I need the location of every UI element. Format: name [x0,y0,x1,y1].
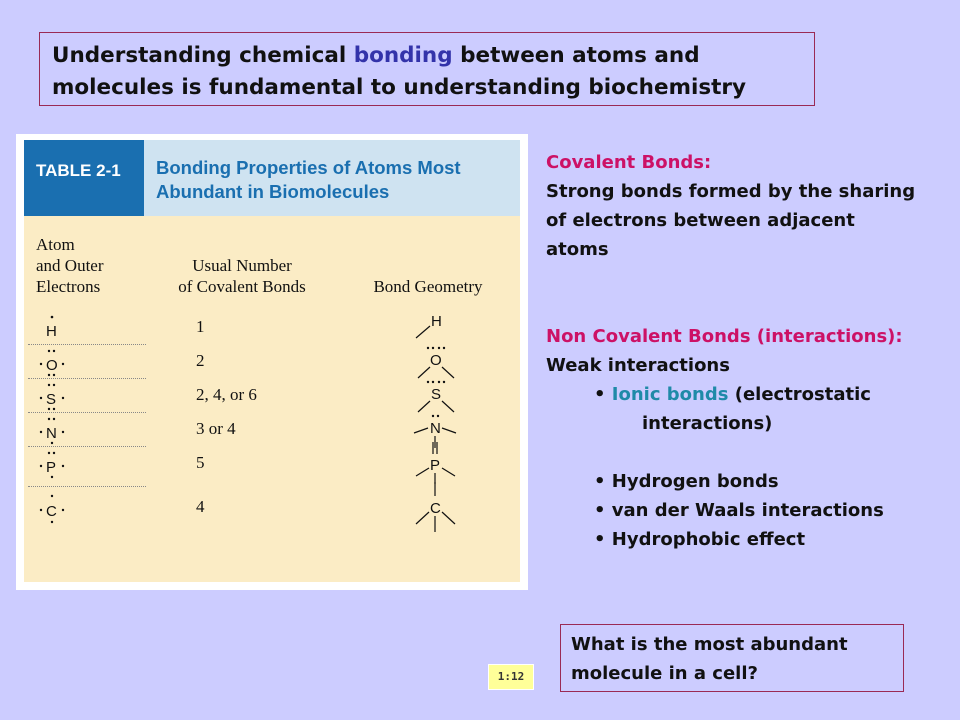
covalent-heading: Covalent Bonds: [546,152,712,173]
table-row [28,486,516,520]
svg-text:P: P [46,459,57,476]
covalent-bond-count: 1 [196,317,205,336]
column-header-geometry: Bond Geometry [373,277,483,296]
table-row [28,446,516,480]
atom-symbol [36,344,76,378]
list-item: • Hydrophobic effect [594,529,806,550]
svg-text:S: S [46,391,57,408]
atom-symbol [36,412,76,446]
title-line-1: Understanding chemical bonding between atoms and [52,43,700,68]
noncovalent-heading: Non Covalent Bonds (interactions): [546,326,903,347]
column-header-atom: Atom and Outer Electrons [36,235,104,296]
covalent-bond-count: 2 [196,351,205,370]
svg-text:O: O [430,352,442,369]
svg-text:S: S [431,386,442,403]
bonding-table [24,140,520,582]
covalent-bond-count: 5 [196,453,205,472]
svg-text:C: C [46,503,57,520]
table-header [24,140,520,216]
svg-text:H: H [46,323,57,340]
atom-symbol [36,486,76,520]
question-box: What is the most abundant molecule in a cell? [560,624,904,692]
svg-text:P: P [430,457,441,474]
bond-geometry-icon [406,478,466,538]
list-item: • Hydrogen bonds [594,471,779,492]
column-header-bonds: Usual Number of Covalent Bonds [178,256,306,296]
interaction-list: • Ionic bonds (electrostatic interactions) • Hydrogen bonds • van der Waals interactions • Hydrophobic effect [594,380,954,554]
svg-text:N: N [430,420,441,437]
atom-symbol [36,378,76,412]
list-item: • van der Waals interactions [594,500,884,521]
atom-symbol [36,310,76,344]
svg-text:C: C [430,500,441,517]
covalent-bonds-section: Covalent Bonds: Strong bonds formed by the sharing of electrons between adjacent atoms [546,148,956,264]
atom-symbol [36,446,76,480]
title-accent-bonding: bonding [353,43,453,68]
slide-title-box [39,32,815,106]
noncovalent-bonds-section: Non Covalent Bonds (interactions): Weak interactions [546,322,956,380]
slide-number-badge: 1:12 [488,664,534,690]
list-item: • Ionic bonds (electrostatic [594,384,871,405]
svg-text:H: H [431,313,442,330]
covalent-bond-count: 4 [196,497,205,516]
title-line-2: molecules is fundamental to understanding biochemistry [52,75,747,100]
table-title: Bonding Properties of Atoms Most Abundant in Biomolecules [156,157,461,202]
covalent-bond-count: 2, 4, or 6 [196,385,257,404]
svg-text:N: N [46,425,57,442]
svg-text:O: O [46,357,58,374]
table-label: TABLE 2-1 [24,140,144,216]
covalent-bond-count: 3 or 4 [196,419,236,438]
bonding-table-figure [16,134,528,590]
